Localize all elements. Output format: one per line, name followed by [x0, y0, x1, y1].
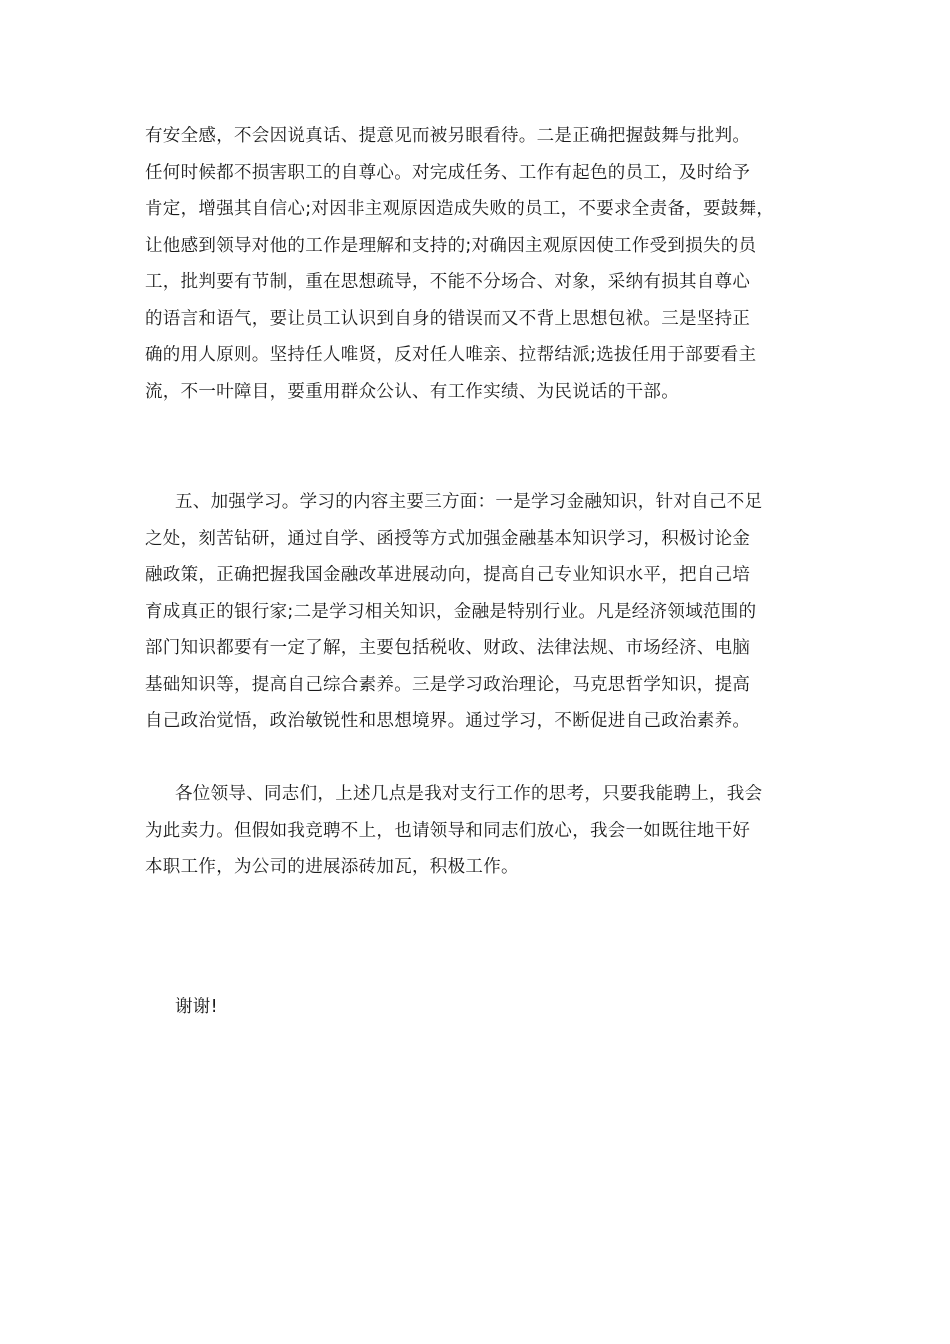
text-line: 工，批判要有节制，重在思想疏导，不能不分场合、对象，采纳有损其自尊心	[145, 272, 751, 292]
text-line: 融政策，正确把握我国金融改革进展动向，提高自己专业知识水平，把自己培	[145, 565, 751, 585]
text-line: 肯定，增强其自信心;对因非主观原因造成失败的员工，不要求全责备，要鼓舞，	[145, 199, 775, 219]
text-line: 自己政治觉悟，政治敏锐性和思想境界。通过学习，不断促进自己政治素养。	[145, 711, 751, 731]
text-line: 为此卖力。但假如我竞聘不上，也请领导和同志们放心，我会一如既往地干好	[145, 820, 751, 841]
thanks-line: 谢谢!	[175, 997, 218, 1017]
text-line: 育成真正的银行家;二是学习相关知识，金融是特别行业。凡是经济领域范围的	[145, 601, 757, 622]
text-line: 基础知识等，提高自己综合素养。三是学习政治理论，马克思哲学知识，提高	[145, 674, 751, 695]
text-line: 本职工作，为公司的进展添砖加瓦，积极工作。	[145, 857, 519, 877]
paragraph-study	[145, 484, 815, 740]
text-line: 任何时候都不损害职工的自尊心。对完成任务、工作有起色的员工，及时给予	[145, 162, 751, 183]
text-line-first: 五、加强学习。学习的内容主要三方面：一是学习金融知识，针对自己不足	[175, 492, 763, 512]
text-line: 让他感到领导对他的工作是理解和支持的;对确因主观原因使工作受到损失的员	[145, 235, 757, 256]
text-line: 部门知识都要有一定了解，主要包括税收、财政、法律法规、市场经济、电脑	[145, 638, 751, 658]
text-line: 之处，刻苦钻研，通过自学、函授等方式加强金融基本知识学习，积极讨论金	[145, 528, 751, 549]
paragraph-closing	[145, 776, 815, 886]
text-line: 确的用人原则。坚持任人唯贤，反对任人唯亲、拉帮结派;选拔任用于部要看主	[145, 345, 757, 365]
paragraph-continuation	[145, 118, 815, 410]
paragraph-thanks	[145, 989, 815, 1026]
text-line: 流，不一叶障目，要重用群众公认、有工作实绩、为民说话的干部。	[145, 381, 679, 402]
text-line-first: 各位领导、同志们，上述几点是我对支行工作的思考，只要我能聘上，我会	[175, 784, 763, 804]
text-line: 的语言和语气，要让员工认识到自身的错误而又不背上思想包袱。三是坚持正	[145, 308, 751, 329]
text-line: 有安全感，不会因说真话、提意见而被另眼看待。二是正确把握鼓舞与批判。	[145, 126, 751, 146]
